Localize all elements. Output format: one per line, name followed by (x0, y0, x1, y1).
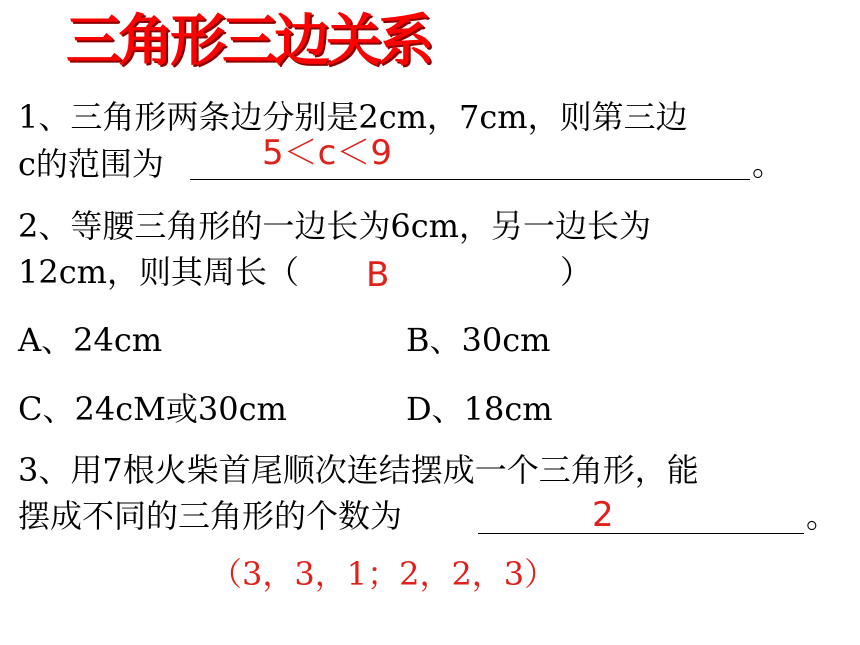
question-1-answer-blank (190, 179, 750, 180)
option-d: D、18cm (406, 390, 553, 428)
question-3-explanation: （3，3，1；2，2，3） (210, 555, 557, 593)
option-c: C、24cM或30cm (18, 390, 287, 428)
question-1-answer: 5＜c＜9 (262, 133, 392, 173)
option-b: B、30cm (406, 321, 551, 359)
question-3-line-2-prefix: 摆成不同的三角形的个数为 (18, 497, 403, 535)
question-2-line-2-prefix: 12cm，则其周长（ (18, 253, 299, 291)
question-1-line-2-prefix: c的范围为 (18, 145, 164, 183)
question-3-line-2-suffix: 。 (806, 497, 839, 535)
question-3-line-1: 3、用7根火柴首尾顺次连结摆成一个三角形，能 (18, 451, 699, 489)
question-2-line-2-suffix: ） (560, 253, 593, 291)
question-3-answer: 2 (592, 495, 614, 535)
question-2-answer: B (366, 255, 390, 295)
question-1-line-1: 1、三角形两条边分别是2cm，7cm，则第三边 (18, 98, 688, 136)
page-title: 三角形三边关系 (66, 9, 430, 74)
question-2-line-1: 2、等腰三角形的一边长为6cm，另一边长为 (18, 207, 651, 245)
question-1-line-2-suffix: 。 (752, 145, 785, 183)
question-3-answer-blank (478, 533, 804, 534)
option-a: A、24cm (18, 321, 163, 359)
